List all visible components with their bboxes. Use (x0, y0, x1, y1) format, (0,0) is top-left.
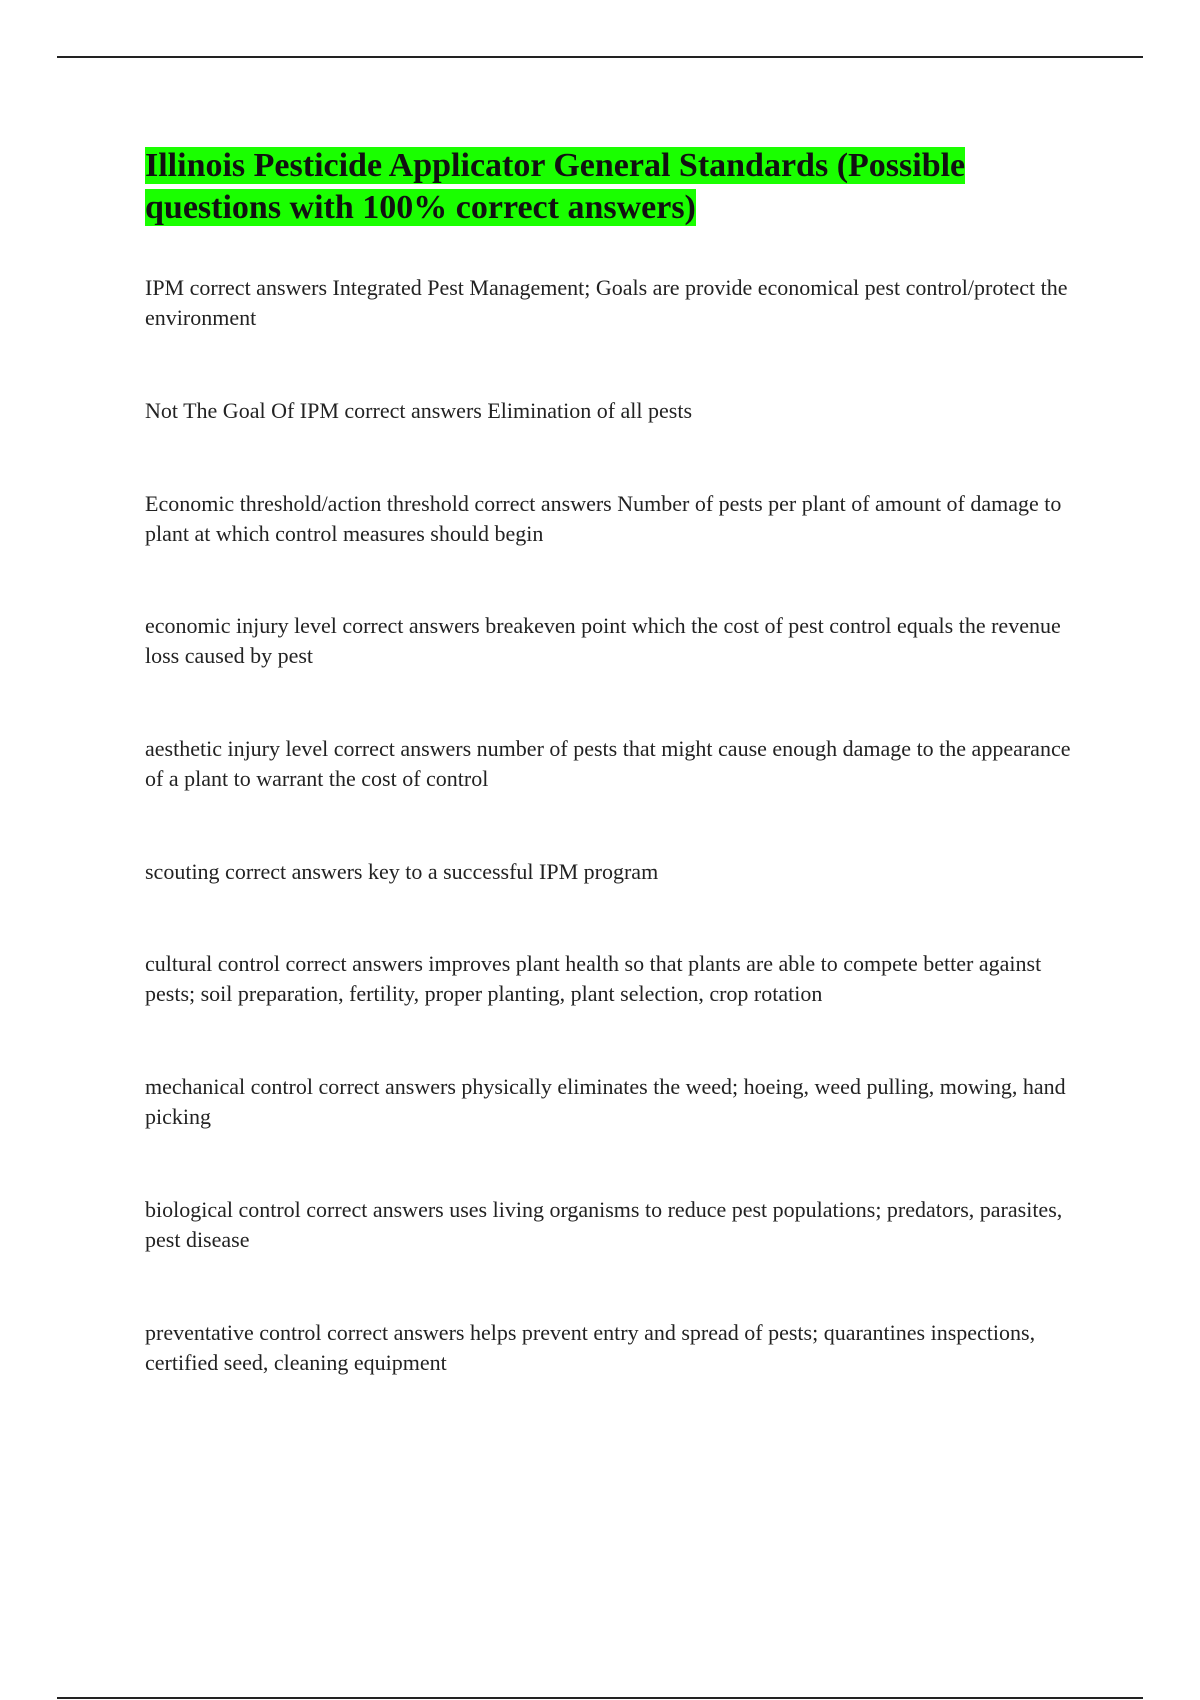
entry-ipm: IPM correct answers Integrated Pest Management; Goals are provide economical pest control/protect the environment (145, 275, 1068, 330)
entry-cultural-control: cultural control correct answers improves plant health so that plants are able to compete better against pests; soil preparation, fertility, proper planting, plant selection, crop rotation (145, 951, 1042, 1006)
entry-biological-control: biological control correct answers uses living organisms to reduce pest populations; predators, parasites, pest disease (145, 1197, 1063, 1252)
entry-not-goal-of-ipm: Not The Goal Of IPM correct answers Elimination of all pests (145, 398, 693, 423)
footer-rule (57, 1697, 1143, 1699)
entry-aesthetic-injury-level: aesthetic injury level correct answers number of pests that might cause enough damage to the appearance of a plant to warrant the cost of control (145, 736, 1071, 791)
entry-economic-threshold: Economic threshold/action threshold correct answers Number of pests per plant of amount of damage to plant at which control measures should begin (145, 491, 1062, 546)
entry-preventative-control: preventative control correct answers helps prevent entry and spread of pests; quarantines inspections, certified seed, cleaning equipment (145, 1320, 1036, 1375)
entry-scouting: scouting correct answers key to a successful IPM program (145, 859, 659, 884)
header-rule (57, 56, 1143, 58)
entry-mechanical-control: mechanical control correct answers physically eliminates the weed; hoeing, weed pulling, mowing, hand picking (145, 1074, 1066, 1129)
entry-economic-injury-level: economic injury level correct answers breakeven point which the cost of pest control equals the revenue loss caused by pest (145, 613, 1061, 668)
document-title: Illinois Pesticide Applicator General Standards (Possible questions with 100% correct answers) (145, 147, 966, 226)
